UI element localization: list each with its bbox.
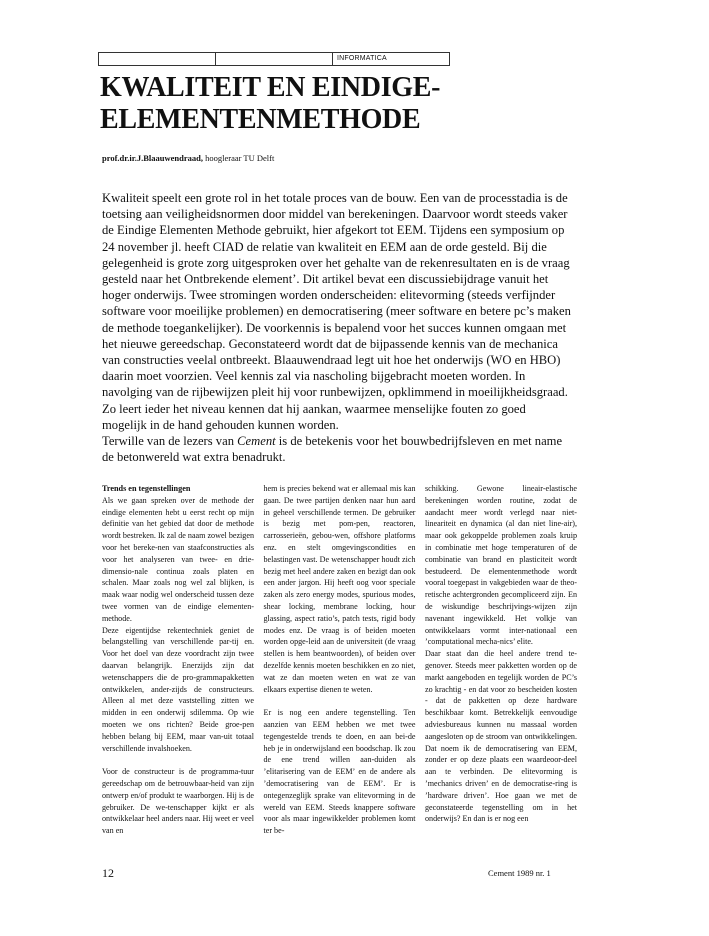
intro-paragraph-1: Kwaliteit speelt een grote rol in het totale proces van de bouw. Een van de processtadia is de toetsing aan veiligheidsnormen door middel van berekeningen. Daarvoor wordt steeds vaker de Eindige Elementen Methode gebruikt, hier afgekort tot EEM. Tijdens een symposium op 24 november jl. heeft CIAD de relatie van kwaliteit en EEM aan de orde gesteld. Bij die gelegenheid is grote zorg uitgesproken over het gehalte van de rekenresultaten en is de vraag gesteld naar het Ontbrekende element’. Dit artikel bevat een discussiebijdrage vanuit het hoger onderwijs. Twee stromingen worden onderscheiden: elitevorming (steeds verfijnder software voor moeilijke problemen) en democratisering (meer software en betere pc’s maken de methode toegankelijker). De voorkennis is bepalend voor het succes kunnen omgaan met het nieuwe gereedschap. Geconstateerd wordt dat de bijpassende kennis van de mechanica van constructies veelal ontbreekt. Blaauwendraad legt uit hoe het onderwijs (WO en HBO) daarin moet voorzien. Veel kennis zal via nascholing bijgebracht moeten worden. In navolging van de rijbewijzen pleit hij voor runbewijzen, opklimmend in moeilijkheidsgraad. Zo leert ieder het niveau kennen dat hij aankan, waarmee menselijke fouten zo goed mogelijk in de hand gehouden kunnen worden.: [102, 191, 571, 432]
body-paragraph: schikking. Gewone lineair-elastische berekeningen worden routine, zodat de aandacht meer wordt verlegd naar niet-lineariteit en dynamica (al dan niet line-air), maar ook gekoppelde problemen zoals kruip in combinatie met hoge temperaturen of de combinatie van brand en plasticiteit wordt bestudeerd. De elementenmethode wordt vooral toegepast in vakgebieden waar de theo-retische achtergronden gecompliceerd zijn. En de wiskundige beschrijvings-wijzen zijn navenant ingewikkeld. Het volkje van ontwikkelaars vormt inter-nationaal een ’computational mecha-nics’ elite.: [425, 484, 577, 647]
body-columns: [102, 483, 577, 837]
page-number: 12: [102, 866, 114, 880]
column-2: [264, 483, 416, 837]
issue-label: Cement 1989 nr. 1: [488, 868, 551, 878]
magazine-name: Cement: [237, 434, 276, 449]
byline: [102, 153, 274, 163]
article-title-line-1: KWALITEIT EN EINDIGE-: [100, 72, 441, 103]
column-3: [425, 483, 577, 837]
body-paragraph: Als we gaan spreken over de methode der eindige elementen hebt u eerst recht op mijn definitie van het gebied dat door de methode wordt bestreken. Ik zal de naam zowel bezigen voor het bereke-nen van staafconstructies als voor het analyseren van twee- en drie-dimensio-nale continua zoals platen en schalen. Maar zoals nog wel zal blijken, is maak waar nodig wel onderscheid tussen deze twee vormen van de eindige elementen-methode.: [102, 495, 254, 623]
author-name: prof.dr.ir.J.Blaauwendraad,: [102, 153, 203, 163]
body-paragraph: Voor de constructeur is de programma-tuur gereedschap om de betrouwbaar-heid van zijn ontwerp en/of produkt te waarborgen. Hij is de gebruiker. De we-tenschapper kijkt er als ontwikkelaar heel anders naar. Hij weet er veel van en: [102, 767, 254, 836]
article-title: [100, 72, 520, 136]
article-title-line-2: ELEMENTENMETHODE: [100, 104, 421, 135]
body-paragraph: hem is precies bekend wat er allemaal mis kan gaan. De twee partijen denken naar hun aard in geheel verschillende termen. De gebruiker is bezig met pom-pen, reactoren, carrosserieën, gebou-wen, offshore platforms enz. en stelt omgevingscondities en belastingen vast. De wetenschapper houdt zich bezig met heel andere zaken en bezigt dan ook een ander jargon. Hij heeft oog voor speciale zaken als zero energy modes, spurious modes, shear locking, membrane locking, hour glassing, aspect ratio’s, patch tests, rigid body modes enz. De vraag is of beiden moeten worden opge-leid aan de universiteit (de vraag stellen is hem beantwoorden), of beiden over dezelfde kennis moeten beschikken en zo niet, wat ze dan moeten weten en wat ze van elkaars expertise dienen te weten.: [263, 484, 416, 694]
intro-paragraph-2: [102, 433, 572, 465]
intro-text: is de betekenis voor het bouwbedrijfsleven en met name de betonwereld wat extra benadrukt.: [102, 434, 563, 465]
article-intro: [102, 190, 572, 465]
section-header-bar: [98, 52, 450, 67]
section-heading: Trends en tegenstellingen: [102, 484, 191, 493]
author-role: hoogleraar TU Delft: [203, 153, 275, 163]
body-paragraph: Deze eigentijdse rekentechniek geniet de belangstelling van verschillende par-tij en. Voor het doel van deze voordracht zijn twee daarvan belangrijk. Enerzijds zijn dat wetenschappers die de pro-grammapakketten ontwikkelen, ander-zijds de constructeurs. Alleen al met deze vaststelling zitten we midden in een onderwij sdilemma. Op wie moeten we ons richten? Beide groe-pen hebben belang bij EEM, maar van-uit totaal verschillende invalshoeken.: [102, 625, 254, 753]
section-label: INFORMATICA: [332, 52, 450, 66]
body-paragraph: Er is nog een andere tegenstelling. Ten aanzien van EEM hebben we met twee tegengestelde trends te doen, en aan bei-de heb je in onderwijsland een boodschap. Ik zou de ene trend willen aan-duiden als ’elitarisering van de EEM’ en de andere als ’democratisering van de EEM’. Er is ontegenzeglijk sprake van elitevorming in de wereld van EEM. Steeds knappere software voor als maar ingewikkelder problemen komt ter be-: [263, 708, 416, 836]
body-paragraph: Daar staat dan die heel andere trend te-genover. Steeds meer pakketten worden op de markt aangeboden en tegelijk worden de PC’s zo krachtig - en dat voor zo bescheiden kosten - dat de pakketten op deze hardware beschikbaar komt. Betrekkelijk eenvoudige adviesbureaus kunnen nu massaal worden aangesloten op de stroom van ontwikkelingen. Dat noem ik de democratisering van EEM, zonder er op deze plaats een waardeoor-deel aan te verbinden. De elitevorming is ’mechanics driven’ en de democratise-ring is ’hardware driven’. Hoe gaan we met de geconstateerde tegenstelling om in het onderwijs? En dan is er nog een: [425, 649, 577, 824]
column-1: [102, 483, 254, 837]
header-box-empty-1: [98, 52, 216, 66]
intro-text: Terwille van de lezers van: [102, 434, 238, 449]
header-box-empty-2: [215, 52, 333, 66]
